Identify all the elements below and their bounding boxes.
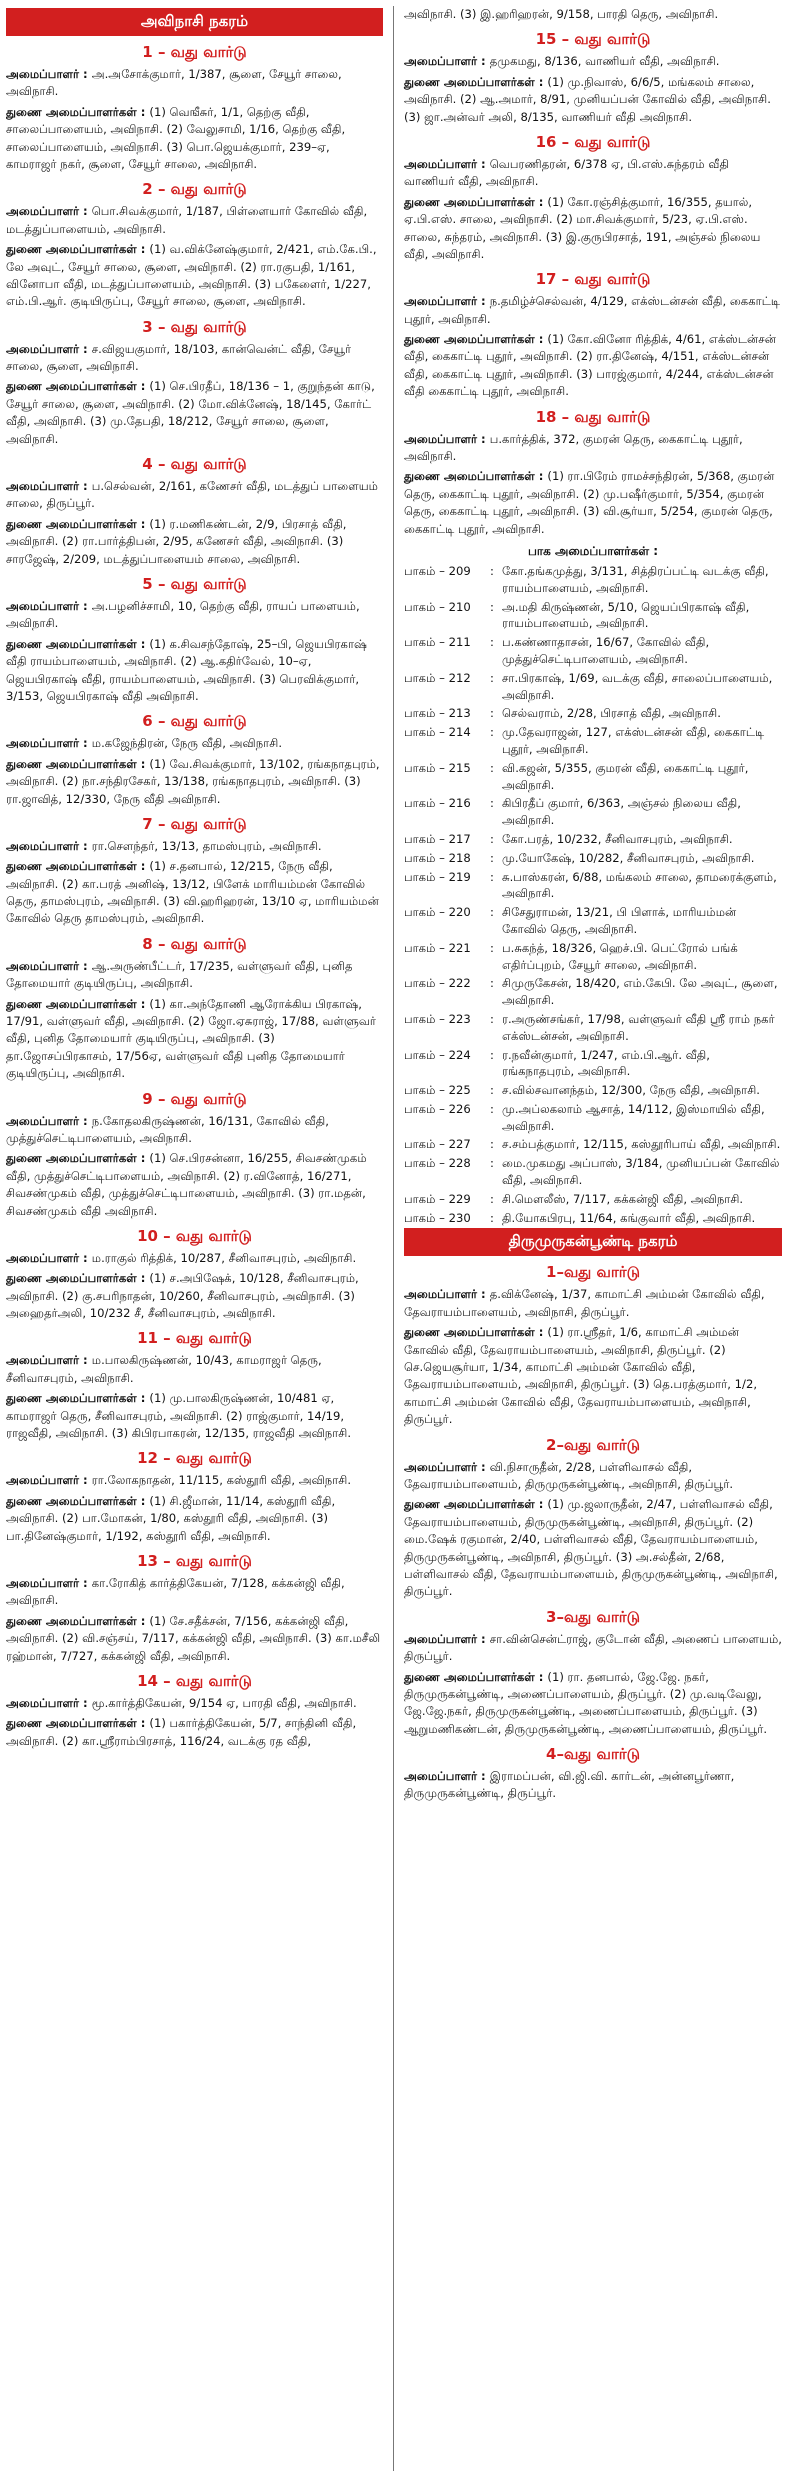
ward-title: 7 – வது வார்டு (142, 814, 247, 833)
booth-number: பாகம் – 214 (404, 725, 471, 740)
booth-separator: : (490, 1191, 494, 1206)
booth-separator: : (490, 796, 494, 811)
ward-main-organizer (404, 1286, 782, 1321)
ward-deputy-organizers (6, 756, 383, 808)
ward-main-organizer (404, 156, 782, 191)
booth-organizer: ப.சுகந்த், 18/326, ஹெச்.பி. பெட்ரோல் பங்க் எதிர்ப்புறம், சேயூர் சாலை, அவிநாசி. (502, 940, 738, 972)
booth-separator: : (490, 706, 494, 721)
deputy-organizers-text: (1) க.சிவசந்தோஷ், 25–பி, ஜெயபிரகாஷ் வீதி ராயம்பாளையம், அவிநாசி. (2) ஆ.கதிர்வேல், 10–ஏ, ஜெயபிரகாஷ் வீதி, ராயம்பாளையம், அவிநாசி. (3) பெரவிக்குமார், 3/153, ஜெயபிரகாஷ் வீதி அவிநாசி. (6, 636, 367, 703)
main-organizer-text: பொ.சிவக்குமார், 1/187, பிள்ளையார் கோவில் வீதி, மடத்துப்பாளையம், அவிநாசி. (6, 204, 368, 236)
booth-separator: : (490, 869, 494, 884)
deputy-organizers-text: (1) சி.ஜீமான், 11/14, கஸ்தூரி வீதி, அவிநாசி. (2) பா.மோகன், 1/80, கஸ்தூரி வீதி, அவிநாசி. (3) பா.தினேஷ்குமார், 1/192, கஸ்தூரி வீதி, அவிநாசி. (6, 1493, 336, 1543)
deputy-organizers-label: துணை அமைப்பாளர்கள் : (6, 996, 150, 1011)
booth-separator: : (490, 635, 494, 650)
main-organizer-text: ரா.சௌந்தர், 13/13, தாமஸ்புரம், அவிநாசி. (91, 838, 322, 853)
deputy-organizers-text: (1) கா.அந்தோணி ஆரோக்கிய பிரகாஷ், 17/91, வள்ளுவர் வீதி, அவிநாசி. (2) ஜோ.ஏசுராஜ், 17/88, வள்ளுவர் வீதி, புனித தோமையார் குடியிருப்பு, அவிநாசி. (3) தா.ஜோசப்பிரகாசம், 17/56ஏ, வள்ளுவர் வீதி புனித தோமையார் குடியிருப்பு, அவிநாசி. (6, 996, 376, 1081)
booth-row (404, 1011, 782, 1045)
booth-organizer: சா.பிரகாஷ், 1/69, வடக்கு வீதி, சாலைப்பாளையம், அவிநாசி. (502, 670, 773, 702)
ward-title: 5 – வது வார்டு (142, 574, 247, 593)
booth-organizer: அ.மதி கிருஷ்ணன், 5/10, ஜெயப்பிரகாஷ் வீதி, ராயம்பாளையம், அவிநாசி. (502, 599, 750, 631)
booth-number: பாகம் – 222 (404, 976, 471, 991)
main-organizer-label: அமைப்பாளர் : (6, 1250, 92, 1265)
ward-deputy-organizers (6, 378, 383, 448)
deputy-organizers-label: துணை அமைப்பாளர்கள் : (6, 1151, 150, 1166)
booth-organizer: மு.அப்லகலாம் ஆசாத், 14/112, இஸ்மாயில் வீதி, அவிநாசி. (502, 1101, 765, 1133)
deputy-organizers-label: துணை அமைப்பாளர்கள் : (404, 1497, 548, 1512)
ward-main-organizer (404, 1459, 782, 1494)
ward-main-organizer (6, 838, 383, 855)
booth-separator: : (490, 563, 494, 578)
booth-separator: : (490, 976, 494, 991)
main-organizer-label: அமைப்பாளர் : (6, 341, 92, 356)
booth-row (404, 1082, 782, 1099)
ward-deputy-organizers (404, 74, 782, 126)
booth-row (404, 724, 782, 758)
booth-organizer: கோ.பரத், 10/232, சீனிவாசபுரம், அவிநாசி. (502, 831, 733, 846)
booth-row (404, 563, 782, 597)
ward-title: 6 – வது வார்டு (142, 712, 247, 731)
deputy-organizers-text: (1) ரா.ஸ்ரீதர், 1/6, காமாட்சி அம்மன் கோவில் வீதி, தேவராயம்பாளையம், அவிநாசி, திருப்பூர். (2) செ.ஜெயசூர்யா, 1/34, காமாட்சி அம்மன் கோவில் வீதி, தேவராயம்பாளையம், அவிநாசி, திருப்பூர். (3) தெ.பரத்குமார், 1/2, காமாட்சி அம்மன் கோவில் வீதி, தேவராயம்பாளையம், அவிநாசி, திருப்பூர். (404, 1325, 758, 1427)
booth-organizer: ச.சம்பத்குமார், 12/115, கஸ்தூரிபாய் வீதி, அவிநாசி. (502, 1137, 781, 1152)
deputy-organizers-text: (1) ர.மணிகண்டன், 2/9, பிரசாத் வீதி, அவிநாசி. (2) ரா.பார்த்திபன், 2/95, கணேசர் வீதி, அவிநாசி. (3) சாரஜேஷ், 2/209, மடத்துப்பாளையம் சாலை, அவிநாசி. (6, 516, 347, 566)
booth-organizer: சிசேதுராமன், 13/21, பி பிளாக், மாரியம்மன் கோவில் தெரு, அவிநாசி. (502, 905, 737, 936)
deputy-organizers-label: துணை அமைப்பாளர்கள் : (6, 1391, 150, 1406)
section-banner-avinashi: அவிநாசி நகரம் (6, 8, 383, 36)
ward-deputy-organizers (6, 1150, 383, 1220)
main-organizer-text: தமுகமது, 8/136, வாணியர் வீதி, அவிநாசி. (489, 54, 720, 69)
main-organizer-label: அமைப்பாளர் : (6, 598, 92, 613)
booth-separator: : (490, 599, 494, 614)
main-organizer-label: அமைப்பாளர் : (6, 67, 92, 81)
deputy-organizers-text: (1) செ.பிரதீப், 18/136 – 1, குறுந்தன் காடு, சேயூர் சாலை, சூளை, அவிநாசி. (2) மோ.விக்னேஷ், 18/145, கோர்ட் வீதி, அவிநாசி. (3) மு.தேபதி, 18/212, சேயூர் சாலை, சூளை, அவிநாசி. (6, 379, 375, 446)
ward-deputy-organizers (404, 1324, 782, 1428)
booth-row (404, 1155, 782, 1189)
ward-deputy-organizers (6, 1390, 383, 1442)
main-organizer-text: த.விக்னேஷ், 1/37, காமாட்சி அம்மன் கோவில் வீதி, தேவராயம்பாளையம், அவிநாசி, திருப்பூர். (404, 1287, 765, 1319)
main-organizer-label: அமைப்பாளர் : (404, 54, 490, 69)
main-organizer-text: கா.ரோகித் கார்த்திகேயன், 7/128, கக்கன்ஜி வீதி, அவிநாசி. (6, 1576, 345, 1608)
ward-main-organizer (404, 431, 782, 466)
ward-title: 14 – வது வார்டு (137, 1671, 252, 1690)
booth-separator: : (490, 760, 494, 775)
ward-main-organizer (6, 1113, 383, 1148)
booth-separator: : (490, 831, 494, 846)
booth-number: பாகம் – 230 (404, 1210, 471, 1225)
ward-main-organizer (404, 1768, 782, 1803)
booth-number: பாகம் – 228 (404, 1156, 471, 1171)
booth-organizer: சி.மெளலீஸ், 7/117, கக்கன்ஜி வீதி, அவிநாசி. (502, 1191, 744, 1206)
booth-row (404, 1101, 782, 1135)
deputy-organizers-text: (1) ரா. தனபால், ஜே.ஜே. நகர், திருமுருகன்பூண்டி, அணைப்பாளையம், திருப்பூர். (2) மு.வடிவேலு, ஜே.ஜே.நகர், திருமுருகன்பூண்டி, அணைப்பாளையம், திருப்பூர். (3) ஆறுமணிகண்டன், திருமுருகன்பூண்டி, அணைப்பாளையம், திருப்பூர். (404, 1669, 768, 1736)
main-organizer-label: அமைப்பாளர் : (6, 838, 92, 853)
booth-separator: : (490, 1011, 494, 1026)
booth-row (404, 940, 782, 974)
deputy-organizers-label: துணை அமைப்பாளர்கள் : (6, 636, 150, 651)
booth-number: பாகம் – 210 (404, 599, 471, 614)
main-organizer-label: அமைப்பாளர் : (6, 958, 92, 973)
booth-number: பாகம் – 209 (404, 563, 471, 578)
ward-deputy-organizers (6, 858, 383, 928)
booth-number: பாகம் – 224 (404, 1047, 471, 1062)
booth-number: பாகம் – 213 (404, 706, 471, 721)
deputy-organizers-label: துணை அமைப்பாளர்கள் : (404, 469, 548, 484)
main-organizer-label: அமைப்பாளர் : (404, 156, 490, 171)
booth-organizer: சு.பாஸ்கரன், 6/88, மங்கலம் சாலை, தாமரைக்குளம், அவிநாசி. (502, 869, 777, 901)
deputy-organizers-text: (1) கோ.வினோ ரித்திக், 4/61, எக்ஸ்டன்சன் வீதி, கைகாட்டி புதூர், அவிநாசி. (2) ரா.தினேஷ், 4/151, எக்ஸ்டன்சன் வீதி, கைகாட்டி புதூர், அவிநாசி. (3) பாரஜ்குமார், 4/244, எக்ஸ்டன்சன் வீதி கைகாட்டி புதூர், அவிநாசி. (404, 332, 776, 399)
booth-row (404, 904, 782, 938)
main-organizer-label: அமைப்பாளர் : (404, 1459, 490, 1474)
ward-main-organizer (6, 1472, 383, 1489)
ward-deputy-organizers (6, 636, 383, 706)
booth-organizer: ச.வில்சவானந்தம், 12/300, நேரு வீதி, அவிநாசி. (502, 1083, 760, 1098)
booth-organizer: கோ.தங்கமுத்து, 3/131, சித்திரப்பட்டி வடக்கு வீதி, ராயம்பாளையம், அவிநாசி. (502, 563, 769, 595)
deputy-organizers-label: துணை அமைப்பாளர்கள் : (404, 74, 548, 89)
booth-organizer: மை.முகமது அப்பாஸ், 3/184, முனியப்பன் கோவில் வீதி, அவிநாசி. (502, 1156, 780, 1188)
ward-main-organizer (404, 293, 782, 328)
booth-organizer: மு.யோகேஷ், 10/282, சீனிவாசபுரம், அவிநாசி. (502, 850, 755, 865)
booth-separator: : (490, 1210, 494, 1225)
deputy-organizers-label: துணை அமைப்பாளர்கள் : (404, 1669, 548, 1684)
deputy-organizers-label: துணை அமைப்பாளர்கள் : (404, 1325, 548, 1340)
booth-row (404, 760, 782, 794)
deputy-organizers-label: துணை அமைப்பாளர்கள் : (6, 1613, 150, 1628)
booth-row (404, 1047, 782, 1081)
main-organizer-text: அ.அசோக்குமார், 1/387, சூளை, சேயூர் சாலை, அவிநாசி. (6, 67, 342, 99)
booth-organizers-heading: பாக அமைப்பாளர்கள் : (527, 543, 659, 558)
booth-organizer: மு.தேவராஜன், 127, எக்ஸ்டன்சன் வீதி, கைகாட்டி புதூர், அவிநாசி. (502, 725, 765, 756)
ward-title: 3–வது வார்டு (546, 1607, 640, 1626)
ward-main-organizer (6, 66, 383, 101)
main-organizer-label: அமைப்பாளர் : (6, 1473, 92, 1488)
right-column (394, 6, 782, 2471)
main-organizer-text: மூ.கார்த்திகேயன், 9/154 ஏ, பாரதி வீதி, அவிநாசி. (91, 1695, 357, 1710)
ward-title: 2–வது வார்டு (546, 1435, 640, 1454)
deputy-organizers-text: (1) வ.விக்னேஷ்குமார், 2/421, எம்.கே.பி., லே அவுட், சேயூர் சாலை, சூளை, அவிநாசி. (2) ரா.ரகுபதி, 1/161, வினோபா வீதி, மடத்துப்பாளையம், அவிநாசி. (3) பகேளைர், 1/227, எம்.பி.ஆர். குடியிருப்பு, சேயூர் சாலை, சூளை, அவிநாசி. (6, 242, 377, 309)
ward-title: 18 – வது வார்டு (535, 407, 651, 426)
deputy-organizers-label: துணை அமைப்பாளர்கள் : (6, 242, 150, 257)
booth-separator: : (490, 850, 494, 865)
booth-number: பாகம் – 223 (404, 1011, 471, 1026)
main-organizer-label: அமைப்பாளர் : (404, 1631, 490, 1646)
main-organizer-label: அமைப்பாளர் : (6, 736, 92, 751)
main-organizer-text: ப.செல்வன், 2/161, கணேசர் வீதி, மடத்துப் பாளையம் சாலை, திருப்பூர். (6, 479, 378, 511)
deputy-organizers-text: (1) செ.பிரசன்னா, 16/255, சிவசண்முகம் வீதி, முத்துச்செட்டிபாளையம், அவிநாசி. (2) ர.வினோத், 16/271, சிவசண்முகம் வீதி, முத்துச்செட்டிபாளையம், அவிநாசி. (3) ரா.மதன், சிவசண்முகம் வீதி அவிநாசி. (6, 1151, 367, 1218)
ward-title: 12 – வது வார்டு (137, 1449, 252, 1468)
booth-organizer: கிபிரதீப் குமார், 6/363, அஞ்சல் நிலைய வீதி, அவிநாசி. (502, 796, 741, 828)
ward-main-organizer (6, 341, 383, 376)
main-organizer-label: அமைப்பாளர் : (404, 431, 490, 446)
deputy-organizers-text: (1) மு.பாலகிருஷ்ணன், 10/481 ஏ, காமராஜர் தெரு, சீனிவாசபுரம், அவிநாசி. (2) ராஜ்குமார், 14/19, ராஜவீதி, அவிநாசி. (3) கிபிரபாகரன், 12/135, ராஜவீதி அவிநாசி. (6, 1391, 352, 1441)
ward-deputy-organizers (404, 1669, 782, 1739)
booth-number: பாகம் – 218 (404, 850, 471, 865)
ward-main-organizer (6, 1575, 383, 1610)
main-organizer-label: அமைப்பாளர் : (6, 1113, 92, 1128)
ward-main-organizer (6, 958, 383, 993)
main-organizer-label: அமைப்பாளர் : (404, 1287, 490, 1302)
ward-title: 8 – வது வார்டு (142, 934, 247, 953)
booth-row (404, 670, 782, 704)
booth-separator: : (490, 1047, 494, 1062)
ward-main-organizer (6, 735, 383, 752)
ward-title: 1–வது வார்டு (546, 1263, 640, 1282)
ward-title: 1 – வது வார்டு (142, 43, 247, 61)
section-banner-tirumuruganpoondi: திருமுருகன்பூண்டி நகரம் (404, 1228, 782, 1256)
deputy-organizers-text: (1) மு.ஜலாருதீன், 2/47, பள்ளிவாசல் வீதி, தேவராயம்பாளையம், திருமுருகன்பூண்டி, அவிநாசி, திருப்பூர். (2) மை.ஷேக் ரகுமான், 2/40, பள்ளிவாசல் வீதி, தேவராயம்பாளையம், திருமுருகன்பூண்டி, அவிநாசி, திருப்பூர். (3) அ.சல்தீன், 2/68, பள்ளிவாசல் வீதி, தேவராயம்பாளையம், திருமுருகன்பூண்டி, அவிநாசி, திருப்பூர். (404, 1497, 778, 1599)
ward-title: 11 – வது வார்டு (137, 1329, 252, 1348)
booth-row (404, 705, 782, 722)
ward-main-organizer (404, 53, 782, 70)
ward-main-organizer (6, 203, 383, 238)
deputy-organizers-label: துணை அமைப்பாளர்கள் : (6, 859, 150, 874)
ward-title: 13 – வது வார்டு (137, 1552, 252, 1570)
booth-row (404, 869, 782, 903)
deputy-organizers-label: துணை அமைப்பாளர்கள் : (404, 194, 548, 209)
booth-number: பாகம் – 211 (404, 635, 471, 650)
ward-deputy-organizers (6, 1493, 383, 1545)
main-organizer-text: சா.வின்சென்ட்ராஜ், குடோன் வீதி, அணைப் பாளையம், திருப்பூர். (404, 1631, 782, 1664)
main-organizer-text: வி.நிசாருதீன், 2/28, பள்ளிவாசல் வீதி, தேவராயம்பாளையம், திருமுருகன்பூண்டி, அவிநாசி, திருப்பூர். (404, 1459, 734, 1491)
booth-number: பாகம் – 227 (404, 1137, 471, 1152)
booth-row (404, 1136, 782, 1153)
main-organizer-label: அமைப்பாளர் : (6, 479, 92, 494)
main-organizer-label: அமைப்பாளர் : (6, 1695, 92, 1710)
main-organizer-text: ந.கோதலகிருஷ்ணன், 16/131, கோவில் வீதி, முத்துச்செட்டிபாளையம், அவிநாசி. (6, 1113, 329, 1145)
deputy-organizers-label: துணை அமைப்பாளர்கள் : (6, 516, 150, 531)
booth-row (404, 599, 782, 633)
main-organizer-text: ந.தமிழ்ச்செல்வன், 4/129, எக்ஸ்டன்சன் வீதி, கைகாட்டி புதூர், அவிநாசி. (404, 294, 781, 326)
ward-main-organizer (6, 1250, 383, 1267)
ward-title: 10 – வது வார்டு (137, 1226, 252, 1245)
ward-main-organizer (6, 598, 383, 633)
booth-row (404, 831, 782, 848)
ward-deputy-organizers (6, 241, 383, 311)
main-organizer-text: ப.கார்த்திக், 372, குமரன் தெரு, கைகாட்டி புதூர், அவிநாசி. (404, 431, 743, 464)
deputy-organizers-text: (1) ச.அபிஷேக், 10/128, சீனிவாசபுரம், அவிநாசி. (2) கு.சபரிநாதன், 10/260, சீனிவாசபுரம், அவிநாசி. (3) அஹைதர்அலி, 10/232 சீ, சீனிவாசபுரம், அவிநாசி. (6, 1271, 359, 1321)
booth-row (404, 795, 782, 829)
main-organizer-label: அமைப்பாளர் : (404, 1769, 490, 1784)
left-column (6, 6, 394, 2471)
booth-organizer: ப.கண்ணாதாசன், 16/67, கோவில் வீதி, முத்துச்செட்டிபாளையம், அவிநாசி. (502, 635, 710, 666)
main-organizer-text: ச.விஜயகுமார், 18/103, கான்வென்ட் வீதி, சேயூர் சாலை, சூளை, அவிநாசி. (6, 341, 352, 374)
booth-row (404, 1210, 782, 1227)
ward-deputy-organizers (6, 516, 383, 568)
main-organizer-label: அமைப்பாளர் : (6, 204, 92, 219)
deputy-organizers-text: (1) ச.தனபால், 12/215, நேரு வீதி, அவிநாசி. (2) கா.பரத் அனிஷ், 13/12, பிளேக் மாரியம்மன் கோவில் தெரு, தாமஸ்புரம், அவிநாசி. (3) வி.ஹரிஹரன், 13/10 ஏ, மாரியம்மன் கோவில் தெரு தாமஸ்புரம், அவிநாசி. (6, 859, 379, 926)
booth-organizer: சிமுருகேசன், 18/420, எம்.கேபி. லே அவுட், சூளை, அவிநாசி. (502, 976, 778, 1008)
ward-deputy-organizers (404, 1496, 782, 1600)
booth-separator: : (490, 905, 494, 920)
booth-organizer: வி.கஜன், 5/355, குமரன் வீதி, கைகாட்டி புதூர், அவிநாசி. (502, 760, 749, 792)
deputy-organizers-label: துணை அமைப்பாளர்கள் : (6, 1271, 150, 1286)
ward-title: 17 – வது வார்டு (535, 270, 651, 289)
booth-row (404, 1191, 782, 1208)
ward-deputy-organizers (6, 104, 383, 174)
booth-organizer: செல்வராம், 2/28, பிரசாத் வீதி, அவிநாசி. (502, 706, 721, 721)
ward-main-organizer (6, 1352, 383, 1387)
booth-separator: : (490, 1101, 494, 1116)
booth-separator: : (490, 1137, 494, 1152)
deputy-organizers-label: துணை அமைப்பாளர்கள் : (6, 756, 150, 771)
booth-separator: : (490, 940, 494, 955)
ward-title: 4 – வது வார்டு (142, 455, 247, 474)
deputy-organizers-text: (1) சே.சதீக்சன், 7/156, கக்கன்ஜி வீதி, அவிநாசி. (2) வி.சஞ்சய், 7/117, கக்கன்ஜி வீதி, அவிநாசி. (3) கா.மசீலி ரஹ்மான், 7/727, கக்கன்ஜி வீதி, அவிநாசி. (6, 1613, 381, 1663)
booth-number: பாகம் – 217 (404, 831, 471, 846)
booth-organizer: தி.யோகபிரபு, 11/64, கங்குவார் வீதி, அவிநாசி. (502, 1210, 756, 1225)
booth-number: பாகம் – 219 (404, 869, 471, 884)
booth-separator: : (490, 670, 494, 685)
ward-deputy-organizers (6, 1270, 383, 1322)
booth-number: பாகம் – 220 (404, 905, 471, 920)
booth-number: பாகம் – 225 (404, 1083, 471, 1098)
ward-deputy-organizers (6, 996, 383, 1083)
main-organizer-label: அமைப்பாளர் : (404, 294, 490, 309)
booth-separator: : (490, 725, 494, 740)
deputy-organizers-text: (1) வெஙீசுர், 1/1, தெற்கு வீதி, சாலைப்பாளையம், அவிநாசி. (2) வேலுசாமி, 1/16, தெற்கு வீதி, சாலைப்பாளையம், அவிநாசி. (3) பொ.ஜெயக்குமார், 239–ஏ, காமராஜர் நகர், சூளை, சேயூர் சாலை, அவிநாசி. (6, 104, 346, 171)
deputy-organizers-label: துணை அமைப்பாளர்கள் : (6, 1716, 150, 1731)
main-organizer-text: ம.ராகுல் ரித்திக், 10/287, சீனிவாசபுரம், அவிநாசி. (91, 1250, 357, 1265)
booth-separator: : (490, 1083, 494, 1098)
booth-organizer: ர.நவீன்குமார், 1/247, எம்.பி.ஆர். வீதி, ரங்கநாதபுரம், அவிநாசி. (502, 1047, 710, 1079)
booth-row (404, 850, 782, 867)
main-organizer-text: ம.கஜேந்திரன், நேரு வீதி, அவிநாசி. (91, 736, 283, 751)
main-organizer-text: வெபரணிதரன், 6/378 ஏ, பி.எஸ்.சுந்தரம் வீதி வாணியர் வீதி, அவிநாசி. (404, 156, 729, 189)
ward-deputy-organizers (404, 468, 782, 538)
ward-title: 9 – வது வார்டு (142, 1089, 247, 1108)
ward-deputy-organizers (6, 1715, 383, 1750)
ward-title: 15 – வது வார்டு (535, 30, 651, 49)
booth-number: பாகம் – 221 (404, 940, 471, 955)
ward-deputy-organizers (6, 1613, 383, 1665)
booth-number: பாகம் – 215 (404, 760, 471, 775)
deputy-organizers-text: (1) பகார்த்திகேயன், 5/7, சாந்தினி வீதி, அவிநாசி. (2) கா.ஸ்ரீராம்பிரசாத், 116/24, வடக்கு ரத வீதி, (6, 1716, 357, 1748)
deputy-organizers-label: துணை அமைப்பாளர்கள் : (6, 1493, 150, 1508)
booth-number: பாகம் – 216 (404, 796, 471, 811)
main-organizer-text: ரா.லோகநாதன், 11/115, கஸ்தூரி வீதி, அவிநாசி. (91, 1473, 352, 1488)
booth-row (404, 975, 782, 1009)
main-organizer-label: அமைப்பாளர் : (6, 1353, 92, 1368)
continued-text: அவிநாசி. (3) இ.ஹரிஹரன், 9/158, பாரதி தெரு, அவிநாசி. (404, 7, 719, 21)
booth-number: பாகம் – 229 (404, 1191, 471, 1206)
main-organizer-label: அமைப்பாளர் : (6, 1576, 92, 1590)
deputy-organizers-label: துணை அமைப்பாளர்கள் : (6, 379, 150, 394)
main-organizer-text: அ.பழனிச்சாமி, 10, தெற்கு வீதி, ராயப் பாளையம், அவிநாசி. (6, 598, 360, 631)
ward-deputy-organizers (404, 331, 782, 401)
main-organizer-text: இராமப்பன், வி.ஜி.வி. கார்டன், அன்னபூர்ணா, திருமுருகன்பூண்டி, திருப்பூர். (404, 1769, 735, 1801)
deputy-organizers-text: (1) வே.சிவக்குமார், 13/102, ரங்கநாதபுரம், அவிநாசி. (2) நா.சந்திரசேகர், 13/138, ரங்கநாதபுரம், அவிநாசி. (3) ரா.ஜாவித், 12/330, நேரு வீதி அவிநாசி. (6, 756, 380, 806)
ward-deputy-organizers (404, 194, 782, 264)
main-organizer-text: ஆ.அருண்பீட்டர், 17/235, வள்ளுவர் வீதி, புனித தோமையார் குடியிருப்பு, அவிநாசி. (6, 958, 353, 991)
main-organizer-text: ம.பாலகிருஷ்ணன், 10/43, காமராஜர் தெரு, சீனிவாசபுரம், அவிநாசி. (6, 1353, 322, 1385)
deputy-organizers-text: (1) மு.நிவாஸ், 6/6/5, மங்கலம் சாலை, அவிநாசி. (2) ஆ.அமார், 8/91, முனியப்பன் கோவில் வீதி, அவிநாசி. (3) ஜா.அன்வர் அலி, 8/135, வாணியர் வீதி அவிநாசி. (404, 74, 771, 124)
ward-main-organizer (6, 1695, 383, 1712)
deputy-organizers-label: துணை அமைப்பாளர்கள் : (6, 104, 150, 119)
ward-title: 16 – வது வார்டு (535, 132, 651, 151)
ward-title: 4–வது வார்டு (546, 1745, 640, 1764)
ward-title: 3 – வது வார்டு (142, 317, 247, 336)
booth-organizer: ர.அருண்சங்கர், 17/98, வள்ளுவர் வீதி ஸ்ரீ ராம் நகர் எக்ஸ்டன்சன், அவிநாசி. (502, 1011, 775, 1043)
booth-separator: : (490, 1156, 494, 1171)
ward-title: 2 – வது வார்டு (142, 180, 247, 199)
booth-number: பாகம் – 212 (404, 670, 471, 685)
booth-row (404, 634, 782, 668)
booth-number: பாகம் – 226 (404, 1101, 471, 1116)
deputy-organizers-label: துணை அமைப்பாளர்கள் : (404, 332, 548, 347)
deputy-organizers-text: (1) கோ.ரஞ்சித்குமார், 16/355, தயால், ஏ.பி.எஸ். சாலை, அவிநாசி. (2) மா.சிவக்குமார், 5/23, ஏ.பி.எஸ். சாலை, சுந்தரம், அவிநாசி. (3) இ.குருபிரசாத், 191, அஞ்சல் நிலைய வீதி, அவிநாசி. (404, 194, 761, 261)
deputy-organizers-text: (1) ரா.பிரேம் ராமச்சந்திரன், 5/368, குமரன் தெரு, கைகாட்டி புதூர், அவிநாசி. (2) மு.பஷீர்குமார், 5/354, குமரன் தெரு, கைகாட்டி புதூர், அவிநாசி. (3) வி.சூர்யா, 5/254, குமரன் தெரு, கைகாட்டி புதூர், அவிநாசி. (404, 469, 775, 536)
ward-main-organizer (6, 478, 383, 513)
ward-main-organizer (404, 1631, 782, 1666)
